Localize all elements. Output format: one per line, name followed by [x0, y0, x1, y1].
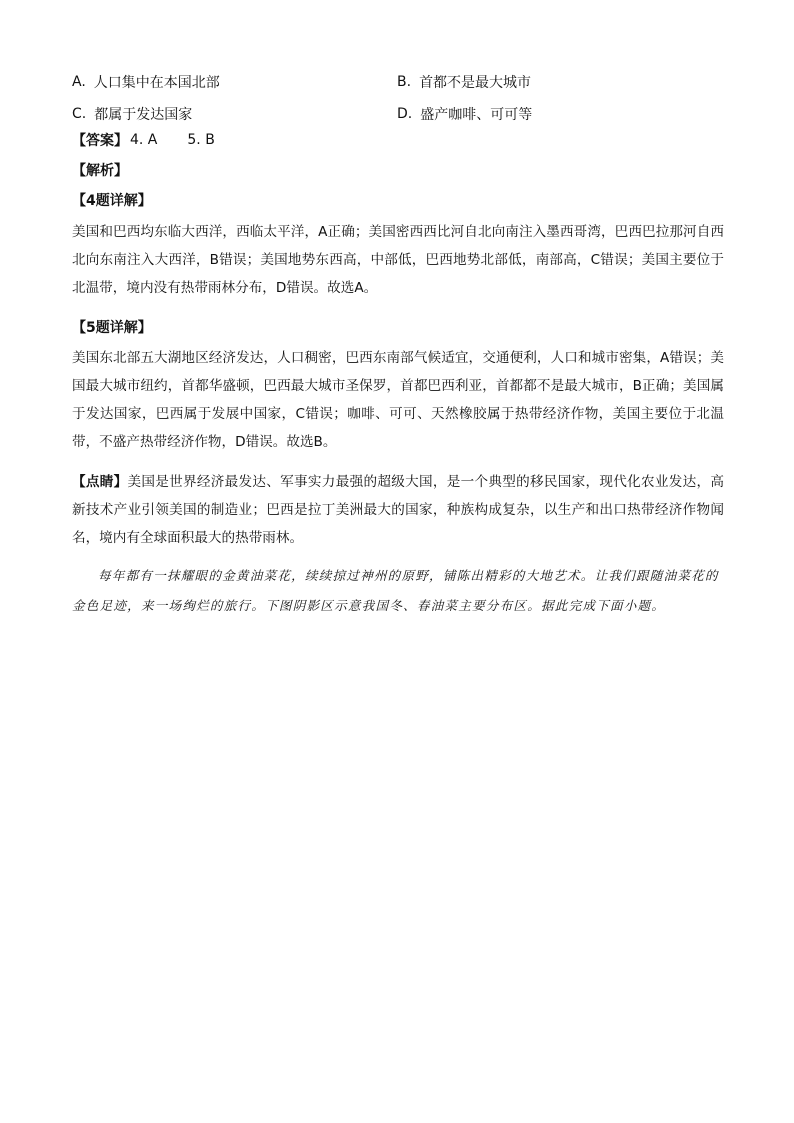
- option-letter: B.: [397, 74, 412, 90]
- option-letter: C.: [72, 106, 87, 122]
- option-a: [72, 72, 397, 92]
- answer-line: [72, 128, 215, 152]
- option-text: 都属于发达国家: [94, 107, 193, 123]
- question-stem: 每年都有一抹耀眼的金黄油菜花，续续掠过神州的原野，铺陈出精彩的大地艺术。让我们跟随油菜花的金色足迹，来一场绚烂的旅行。下图阴影区示意我国冬、春油菜主要分布区。据此完成下面小题。: [72, 568, 719, 613]
- tip-paragraph: [72, 468, 724, 552]
- q5-label: 【5题详解】: [72, 320, 152, 336]
- tip-text: 美国是世界经济最发达、军事实力最强的超级大国，是一个典型的移民国家，现代化农业发达，高新技术产业引领美国的制造业；巴西是拉丁美洲最大的国家，种族构成复杂，以生产和出口热带经济作物闻名，境内有全球面积最大的热带雨林。: [72, 474, 724, 546]
- q4-label: 【4题详解】: [72, 193, 152, 209]
- answer-options: [72, 66, 732, 130]
- option-text: 盛产咖啡、可可等: [420, 107, 533, 123]
- option-letter: D.: [397, 106, 413, 122]
- analysis-label: 【解析】: [72, 163, 128, 179]
- answer-5: 5. B: [187, 132, 215, 148]
- option-d: [397, 104, 532, 124]
- answer-4: 4. A: [130, 132, 158, 148]
- tip-label: 【点睛】: [72, 474, 128, 490]
- q5-explanation: 美国东北部五大湖地区经济发达，人口稠密，巴西东南部气候适宜，交通便利，人口和城市密集，A错误；美国最大城市纽约，首都华盛顿，巴西最大城市圣保罗，首都巴西利亚，首都都不是最大城市，B正确；美国属于发达国家，巴西属于发展中国家，C错误；咖啡、可可、天然橡胶属于热带经济作物，美国主要位于北温带，不盛产热带经济作物，D错误。故选B。: [72, 350, 724, 450]
- q4-explanation: 美国和巴西均东临大西洋，西临太平洋，A正确；美国密西西比河自北向南注入墨西哥湾，巴西巴拉那河自西北向东南注入大西洋，B错误；美国地势东西高，中部低，巴西地势北部低，南部高，C错误；美国主要位于北温带，境内没有热带雨林分布，D错误。故选A。: [72, 224, 724, 296]
- option-letter: A.: [72, 74, 86, 90]
- option-text: 人口集中在本国北部: [93, 75, 220, 91]
- option-c: [72, 104, 397, 124]
- option-text: 首都不是最大城市: [419, 75, 532, 91]
- options-row-2: [72, 98, 732, 130]
- option-b: [397, 72, 531, 92]
- options-row-1: [72, 66, 732, 98]
- answer-label: 【答案】: [72, 133, 128, 149]
